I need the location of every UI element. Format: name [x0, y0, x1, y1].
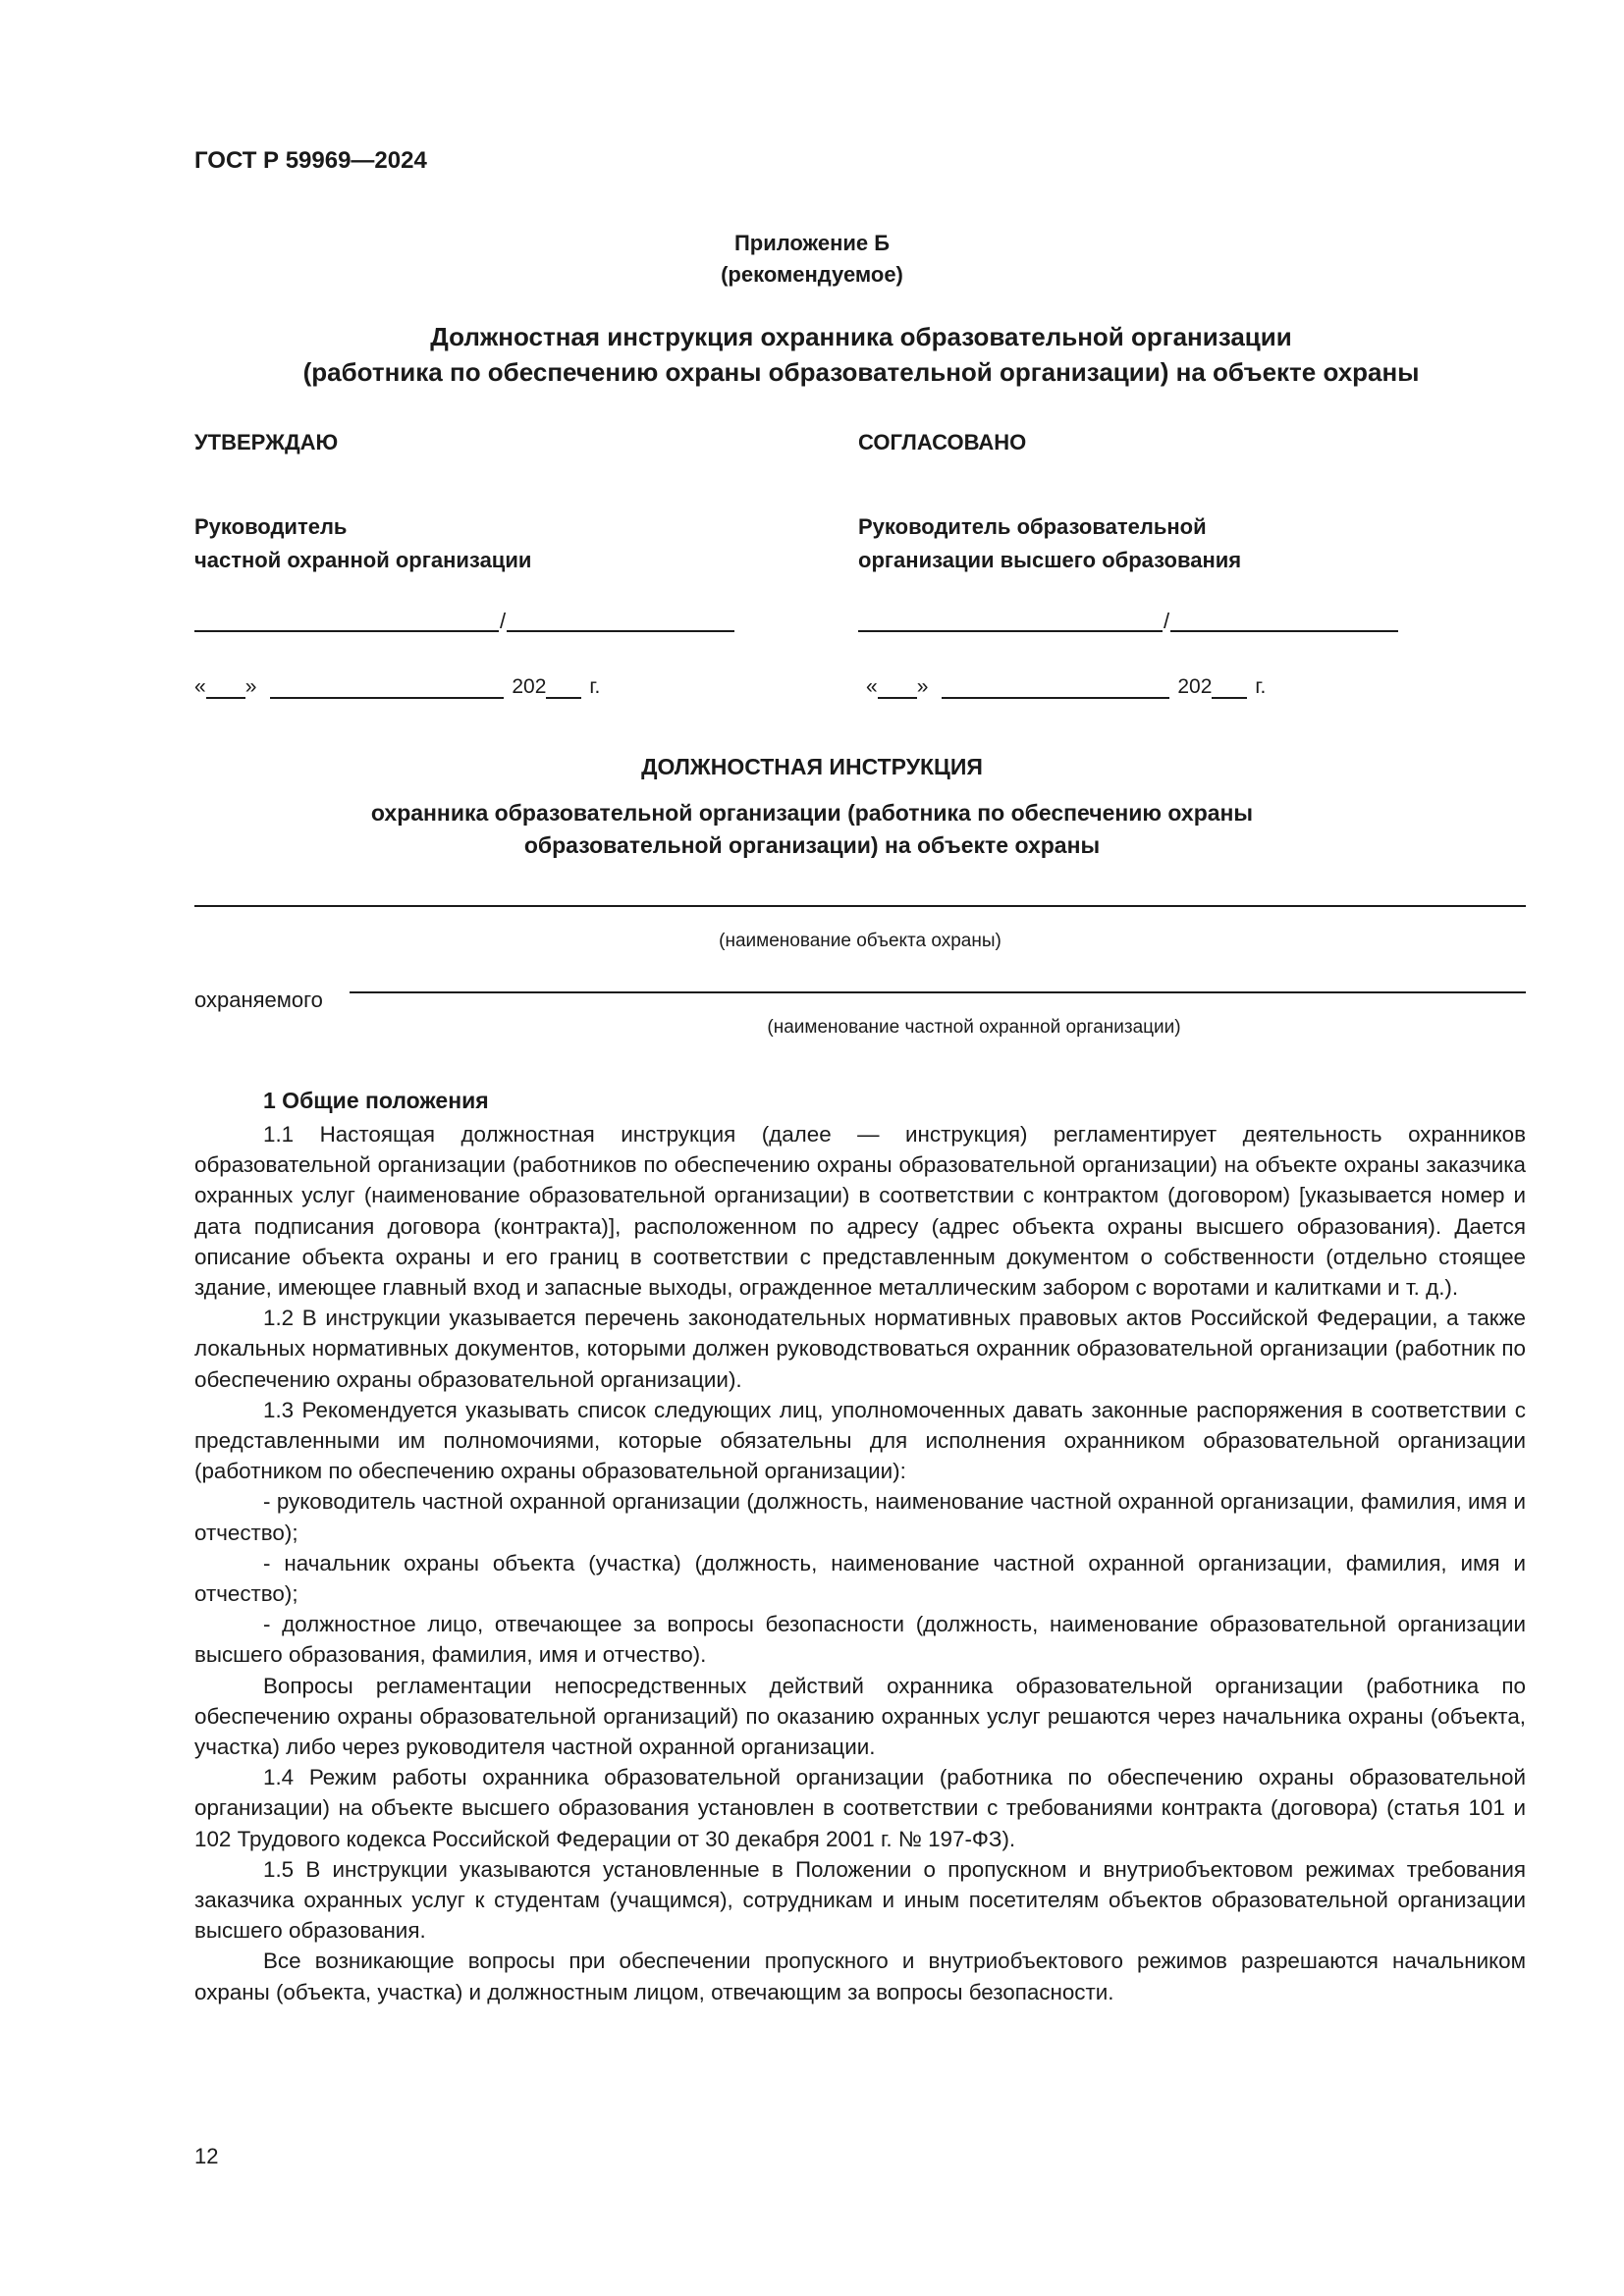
date-line [194, 675, 600, 699]
date-close-quote: » [916, 675, 929, 698]
day-blank [878, 677, 917, 699]
paragraph: Вопросы регламентации непосредственных действий охранника образовательной организации (работника по обеспечению охраны образовательной организаций) по оказанию охранных услуг решаются через начальника охраны (объекта, участка) либо через руководителя частной охранной организации. [194, 1673, 1526, 1760]
approver-role-line-2: частной охранной организации [194, 548, 532, 572]
list-item: - должностное лицо, отвечающее за вопросы безопасности (должность, наименование образовательной организации высшего образования, фамилия, имя и отчество). [194, 1612, 1526, 1668]
year-blank [546, 677, 581, 699]
signature-line [194, 609, 734, 632]
object-name-caption: (наименование объекта охраны) [719, 931, 1001, 951]
date-close-quote: » [244, 675, 257, 698]
main-title [147, 319, 1575, 390]
paragraph: 1.1 Настоящая должностная инструкция (далее — инструкция) регламентирует деятельность охранников образовательной организации (работников по обеспечению охраны образовательной организации) на объекте охраны заказчика охранных услуг (наименование образовательной организации) в соответствии с контрактом (договором) [указывается номер и дата подписания договора (контракта)], расположенном по адресу (адрес объекта охраны высшего образования). Дается описание объекта охраны и его границ в соответствии с представленным документом о собственности (отдельно стоящее здание, имеющее главный вход и запасные выходы, огражденное металлическим забором с воротами и калитками и т. д.). [194, 1122, 1526, 1301]
guarded-label: охраняемого [194, 988, 323, 1012]
annex-heading [0, 228, 1624, 291]
agreer-role-line-1: Руководитель образовательной [858, 514, 1207, 539]
day-blank [206, 677, 245, 699]
paragraph: 1.4 Режим работы охранника образовательной организации (работника по обеспечению охраны образовательной организации) на объекте высшего образования установлен в соответствии с требованиями контракта (договора) (статья 101 и 102 Трудового кодекса Российской Федерации от 30 декабря 2001 г. № 197-ФЗ). [194, 1765, 1526, 1851]
instruction-heading: ДОЛЖНОСТНАЯ ИНСТРУКЦИЯ [641, 754, 983, 779]
signature-blank [858, 609, 1163, 632]
date-open-quote: « [866, 675, 878, 698]
approve-heading: УТВЕРЖДАЮ [194, 430, 339, 454]
year-blank [1212, 677, 1247, 699]
list-item: - начальник охраны объекта (участка) (должность, наименование частной охранной организации, фамилия, имя и отчество); [194, 1550, 1526, 1607]
section-body [194, 1119, 1526, 2007]
signature-line [858, 609, 1398, 632]
year-prefix: 202 [1177, 675, 1213, 698]
signature-blank [194, 609, 499, 632]
agree-heading: СОГЛАСОВАНО [858, 430, 1027, 454]
agreer-role [858, 510, 1241, 577]
main-title-line-2: (работника по обеспечению охраны образовательной организации) на объекте охраны [302, 357, 1420, 387]
annex-title: Приложение Б [733, 231, 891, 255]
date-line [866, 675, 1266, 699]
page-number: 12 [194, 2144, 219, 2168]
paragraph: 1.5 В инструкции указываются установленные в Положении о пропускном и внутриобъектовом режимах требования заказчика охранных услуг к студентам (учащимся), сотрудникам и иным посетителям объектов образовательной организации высшего образования. [194, 1856, 1526, 1944]
month-blank [270, 677, 504, 699]
security-org-blank [350, 991, 1526, 993]
approver-role [194, 510, 531, 577]
approver-role-line-1: Руководитель [194, 514, 348, 539]
signature-slash: / [1164, 609, 1170, 633]
object-name-blank [194, 905, 1526, 907]
instruction-subtitle [295, 797, 1329, 862]
instruction-subtitle-line-1: охранника образовательной организации (работника по обеспечению охраны [370, 800, 1254, 826]
date-open-quote: « [194, 675, 206, 698]
main-title-line-1: Должностная инструкция охранника образовательной организации [430, 322, 1292, 351]
security-org-caption: (наименование частной охранной организации) [767, 1017, 1181, 1038]
section-title: 1 Общие положения [263, 1088, 489, 1113]
name-blank [1170, 609, 1398, 632]
annex-status: (рекомендуемое) [721, 262, 903, 287]
year-suffix: г. [1255, 675, 1267, 698]
name-blank [507, 609, 734, 632]
signature-slash: / [500, 609, 507, 633]
year-prefix: 202 [512, 675, 547, 698]
month-blank [942, 677, 1169, 699]
document-code: ГОСТ Р 59969—2024 [194, 147, 427, 174]
agreer-role-line-2: организации высшего образования [858, 548, 1242, 572]
list-item: - руководитель частной охранной организации (должность, наименование частной охранной организации, фамилия, имя и отчество); [194, 1489, 1526, 1545]
paragraph: 1.2 В инструкции указывается перечень законодательных нормативных правовых актов Российской Федерации, а также локальных нормативных документов, которыми должен руководствоваться охранник образовательной организации (работник по обеспечению охраны образовательной организации). [194, 1306, 1526, 1392]
paragraph: Все возникающие вопросы при обеспечении пропускного и внутриобъектового режимов разрешаются начальником охраны (объекта, участка) и должностным лицом, отвечающим за вопросы безопасности. [194, 1949, 1526, 2004]
instruction-subtitle-line-2: образовательной организации) на объекте охраны [523, 832, 1101, 858]
year-suffix: г. [589, 675, 601, 698]
paragraph: 1.3 Рекомендуется указывать список следующих лиц, уполномоченных давать законные распоряжения в соответствии с представленными им полномочиями, которые обязательны для исполнения охранником образовательной организации (работником по обеспечению охраны образовательной организации): [194, 1397, 1526, 1484]
